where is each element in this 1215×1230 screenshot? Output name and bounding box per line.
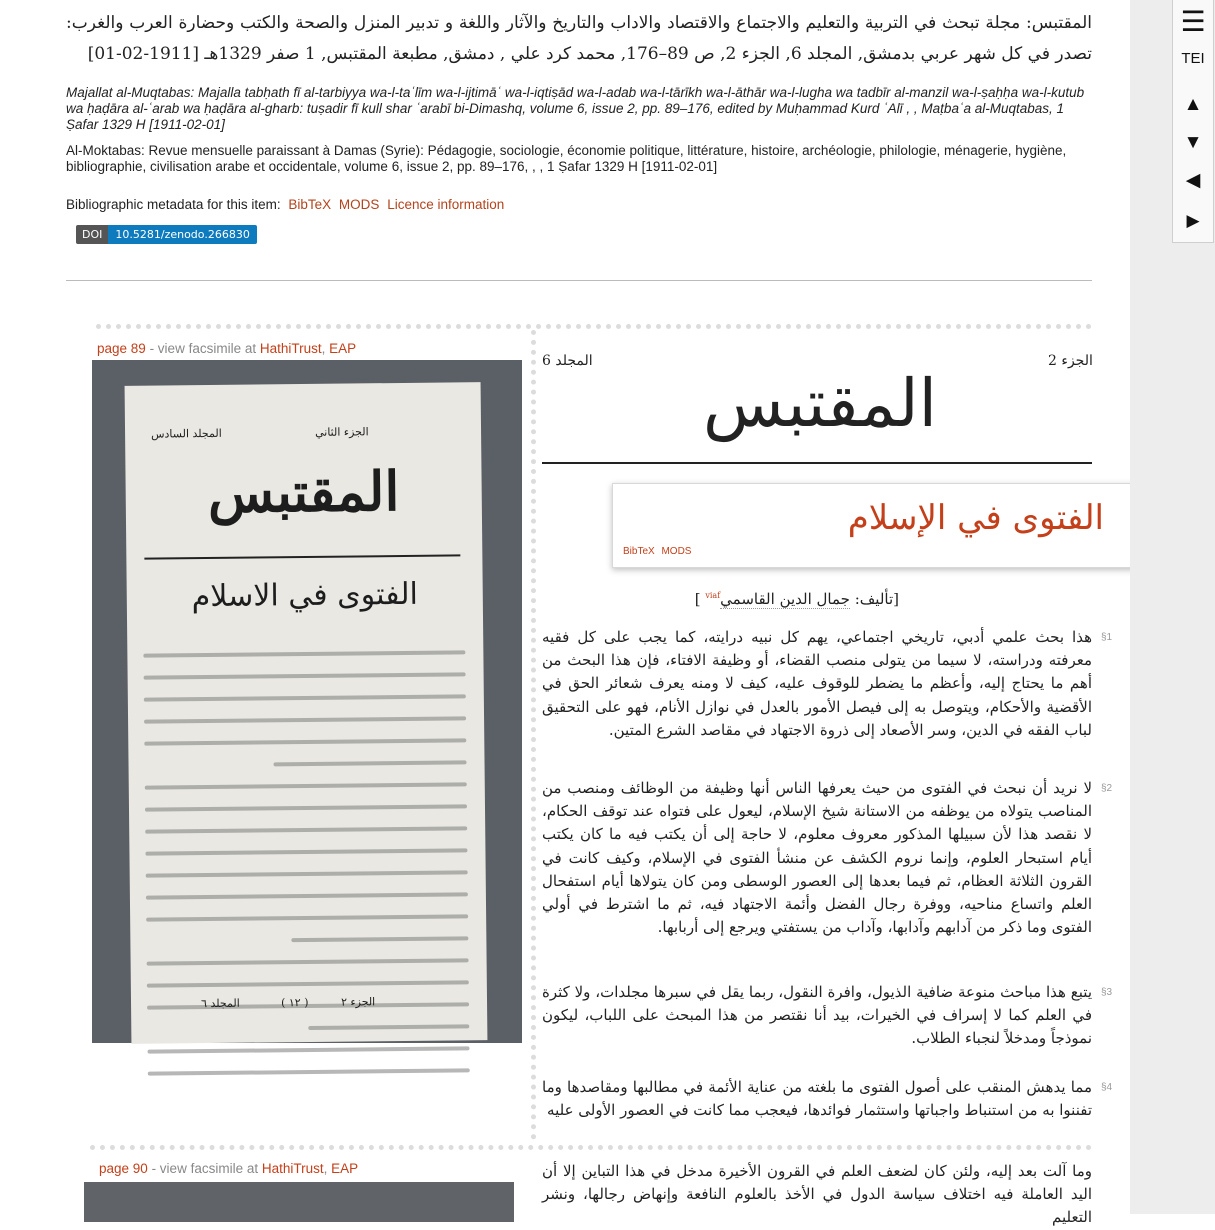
article-header-box (612, 483, 1185, 568)
paragraph-1: هذا بحث علمي أدبي، تاريخي اجتماعي، يهم كل نبيه درايته، كما يجب على كل فقيه معرفته ودراسته، لا سيما من يتولى منصب القضاء، أو وظيفة الافتاء، فإن هذا البحث من أهم ما يحتاج إليه، وأعظم ما يضطر للوقوف عليه، كيف لا ومنه يعرف شعائر الحق في الأقضية والأحكام، ويتوصل به إلى فيصل الأمور بالعدل في نوازل الأنام، فهو على التحقيق لباب الفقه في الدين، وسر الأصعاد إلى ذروة الاجتهاد في مقاصد الشرع المتين. (542, 628, 1092, 739)
arrow-left-icon[interactable]: ◀ (1185, 170, 1201, 191)
page-separator (96, 324, 1092, 329)
mods-link[interactable]: MODS (338, 197, 380, 212)
author-open-bracket: [تأليف: (849, 590, 899, 608)
masthead-rule (542, 462, 1092, 464)
header-divider (66, 280, 1092, 281)
link-separator: , (321, 341, 330, 356)
facsimile-volume: المجلد السادس (151, 426, 222, 441)
paragraph-2: لا نريد أن نبحث في الفتوى من حيث يعرفها الناس أنها وظيفة من الوظائف ومنصب من المناصب يتولاه من يوظفه من الاستانة شيخ الإسلام، ليعول على فتواه عند توقف الحكام، لا نقصد هذا لأن سبيلها المذكور معروف معلوم، لا حاجة إلى أن يكتب فيه ما كان يكتب أيام استبحار العلوم، وإنما نروم الكشف عن منشأ الفتوى في الإسلام، وكيف كانت في القرون الثلاثة العظام، ثم فيما بعدها إلى العصور الوسطى ومن كان يتولاها أيام استفحال العلم واتساع مناحيه، ووفرة رجال الفضل وأئمة الاجتهاد فيه، ثم ما اشترط في أولي الفتوى وما ذكر من آدابهم وآدابها، وآداب من يستفتي ويرجع إلى أربابها. (542, 779, 1092, 937)
doi-label: DOI (76, 225, 108, 244)
metadata-label: Bibliographic metadata for this item: (66, 197, 281, 212)
scanned-page (125, 382, 488, 1044)
facsimile-footer-page: ( ١٢ ) (280, 995, 309, 1010)
arrow-down-icon[interactable]: ▼ (1183, 132, 1203, 153)
facsimile-image-page-90[interactable] (84, 1182, 514, 1222)
facsimile-image-page-89[interactable] (92, 360, 522, 1043)
page-separator (90, 1145, 1092, 1150)
arrow-up-icon[interactable]: ▲ (1183, 94, 1203, 115)
bibtex-link[interactable]: BibTeX (288, 197, 332, 212)
facsimile-rule (144, 554, 460, 559)
eap-link[interactable]: EAP (331, 1161, 359, 1176)
bibliographic-metadata (66, 196, 504, 214)
paragraph-number[interactable]: §4 (1101, 1082, 1113, 1093)
hathitrust-link[interactable]: HathiTrust (259, 341, 322, 356)
article-author (695, 590, 899, 608)
facsimile-body-text (143, 650, 470, 1093)
licence-link[interactable]: Licence information (387, 197, 505, 212)
facsimile-issue: الجزء الثاني (314, 425, 369, 439)
paragraph-number[interactable]: §1 (1101, 632, 1113, 643)
volume-label: المجلد 6 (542, 353, 593, 369)
paragraph-4-continued: وما آلت بعد إليه، ولئن كان لضعف العلم في القرون الأخيرة مدخل في هذا التباين إلا أن اليد العاملة فيه اختلاف سياسة الدول في الأخذ بالعلوم النافعة وإنهاض رجالها، ونشر التعليم (542, 1162, 1092, 1227)
view-facsimile-text: - view facsimile at (145, 341, 260, 356)
page-number[interactable]: page 89 (97, 341, 146, 356)
page-number[interactable]: page 90 (99, 1161, 148, 1176)
arabic-citation: المقتبس: مجلة تبحث في التربية والتعليم والاجتماع والاقتصاد والاداب والتاريخ والآثار واللغة و تدبير المنزل والصحة والكتب وحضارة العرب والغرب: تصدر في كل شهر عربي بدمشق, المجلد 6, الجزء 2, ص 89–176, محمد كرد علي , دمشق, مطبعة المقتبس, 1 صفر 1329هـ [1911-02-01] (66, 13, 1092, 64)
menu-icon[interactable]: ☰ (1180, 6, 1206, 37)
page-label-90 (99, 1161, 358, 1177)
paragraph-number[interactable]: §3 (1101, 987, 1113, 998)
facsimile-footer-issue: الجزء ٢ (340, 995, 376, 1009)
column-separator (531, 330, 536, 1140)
transliterated-citation: Majallat al-Muqtabas: Majalla tabḥath fī al-tarbiyya wa-l-taʿlīm wa-l-ijtimāʿ wa-l-iqtiṣād wa-l-adab wa-l-tārīkh wa-l-āthār wa-l-lugha wa tadbīr al-manzil wa-l-ṣaḥḥa wa-l-kutub wa ḥaḍāra al-ʿarab wa ḥaḍāra al-gharb: tuṣadir fī kull shar ʿarabī bi-Dimashq, volume 6, issue 2, pp. 89–176, edited by Muḥammad Kurd ʿAlī , , Maṭbaʿa al-Muqtabas, 1 Ṣafar 1329 H [1911-02-01] (66, 85, 1085, 132)
issue-label: الجزء 2 (1048, 353, 1093, 369)
eap-link[interactable]: EAP (329, 341, 357, 356)
facsimile-footer-volume: المجلد ٦ (200, 996, 240, 1011)
link-separator: , (323, 1161, 332, 1176)
paragraph-number[interactable]: §2 (1101, 783, 1113, 794)
article-mods-link[interactable]: MODS (661, 546, 692, 557)
page-label-89 (97, 341, 356, 357)
doi-badge[interactable] (76, 225, 257, 244)
viaf-link[interactable]: viaf (705, 591, 721, 600)
article-title: الفتوى في الإسلام (847, 498, 1104, 538)
arrow-right-icon[interactable]: ▶ (1186, 211, 1200, 230)
facsimile-masthead: المقتبس (207, 459, 400, 526)
view-facsimile-text: - view facsimile at (147, 1161, 262, 1176)
facsimile-title: الفتوى في الاسلام (191, 576, 419, 615)
navigation-panel (1172, 0, 1214, 243)
doi-value: 10.5281/zenodo.266830 (108, 225, 256, 244)
paragraph-3: يتبع هذا مباحث منوعة ضافية الذيول، وافرة النقول، ربما يقل في سبرها مجلدات، ولا كثرة في العلم كما لا إسراف في الخيرات، بيد أنا نقتصر من هذا المبحث على اللباب، ليكون نموذجاً ومدخلاً لنجباء الطلاب. (542, 983, 1092, 1048)
tei-button[interactable]: TEI (1181, 50, 1205, 67)
author-name[interactable]: جمال الدين القاسمي (720, 590, 850, 608)
french-citation: Al-Moktabas: Revue mensuelle paraissant à Damas (Syrie): Pédagogie, sociologie, économie politique, littérature, histoire, archéologie, philologie, ménagerie, hygiène, bibliographie, civilisation arabe et occidentale, volume 6, issue 2, pp. 89–176, , , 1 Ṣafar 1329 H [1911-02-01] (66, 143, 1067, 174)
paragraph-4: مما يدهش المنقب على أصول الفتوى ما بلغته من عناية الأئمة في مطالبها ومقاصدها وما تفننوا به من استنباط واجباتها واستثمار فوائدها، فيعجب مما كانت في العصور الأولى عليه (542, 1078, 1092, 1120)
hathitrust-link[interactable]: HathiTrust (261, 1161, 324, 1176)
article-bibtex-link[interactable]: BibTeX (623, 546, 655, 557)
masthead: المقتبس (703, 365, 937, 442)
author-close-bracket: ] (694, 590, 706, 608)
article-metadata-links (623, 546, 695, 557)
